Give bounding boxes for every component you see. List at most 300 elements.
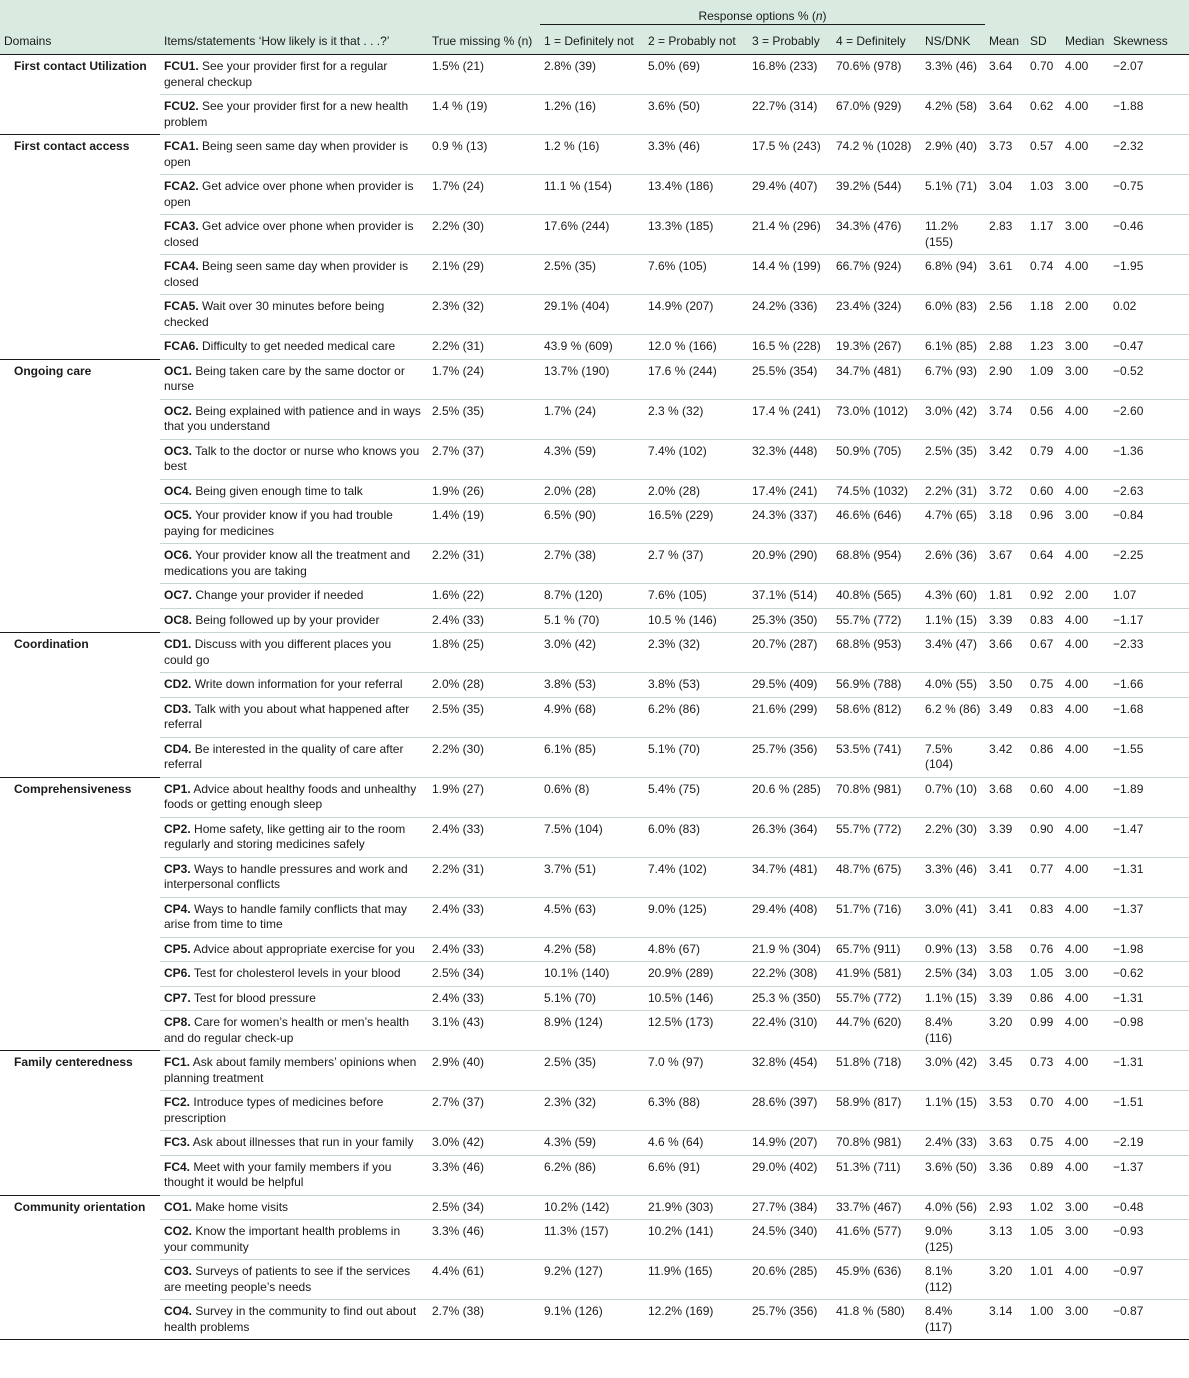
table-row xyxy=(0,175,1189,215)
cell-ns: 6.0% (83) xyxy=(921,295,985,335)
cell-sd: 0.73 xyxy=(1026,1051,1061,1091)
item-statement xyxy=(160,817,428,857)
item-statement xyxy=(160,737,428,777)
item-text: Test for cholesterol levels in your blood xyxy=(193,966,401,980)
item-code: FC4. xyxy=(164,1159,191,1174)
item-statement xyxy=(160,439,428,479)
item-code: FCU1. xyxy=(164,59,199,73)
item-code: CD2. xyxy=(164,677,192,691)
cell-mean: 3.64 xyxy=(985,95,1026,135)
cell-ns: 8.1% (112) xyxy=(921,1260,985,1300)
cell-skew: −1.68 xyxy=(1109,697,1189,737)
cell-o3: 22.2% (308) xyxy=(748,962,832,987)
cell-sd: 0.74 xyxy=(1026,255,1061,295)
cell-o4: 39.2% (544) xyxy=(832,175,921,215)
item-text: Difficulty to get needed medical care xyxy=(202,339,396,353)
item-code: CO2. xyxy=(164,1224,193,1238)
cell-skew: −0.87 xyxy=(1109,1300,1189,1340)
domain-label xyxy=(0,1260,160,1300)
cell-ns: 2.6% (36) xyxy=(921,544,985,584)
cell-sd: 0.64 xyxy=(1026,544,1061,584)
cell-o4: 41.6% (577) xyxy=(832,1220,921,1260)
cell-median: 4.00 xyxy=(1061,697,1109,737)
cell-o3: 32.8% (454) xyxy=(748,1051,832,1091)
domain-label xyxy=(0,175,160,215)
cell-o1: 5.1 % (70) xyxy=(540,608,644,633)
cell-median: 3.00 xyxy=(1061,962,1109,987)
cell-tm: 1.9% (27) xyxy=(428,777,540,817)
col-ns-dnk: NS/DNK xyxy=(921,25,985,55)
item-statement xyxy=(160,1195,428,1220)
table-row xyxy=(0,1011,1189,1051)
cell-o2: 5.4% (75) xyxy=(644,777,748,817)
domain-label xyxy=(0,479,160,504)
cell-sd: 0.75 xyxy=(1026,673,1061,698)
cell-ns: 3.0% (42) xyxy=(921,1051,985,1091)
item-text: Talk with you about what happened after referral xyxy=(164,701,410,731)
cell-o1: 17.6% (244) xyxy=(540,215,644,255)
cell-median: 2.00 xyxy=(1061,584,1109,609)
domain-label: Coordination xyxy=(0,633,160,673)
item-text: Ways to handle family conflicts that may arise from time to time xyxy=(164,901,408,931)
cell-tm: 4.4% (61) xyxy=(428,1260,540,1300)
item-statement xyxy=(160,608,428,633)
table-row xyxy=(0,439,1189,479)
cell-tm: 1.4% (19) xyxy=(428,504,540,544)
cell-o2: 3.6% (50) xyxy=(644,95,748,135)
cell-sd: 0.70 xyxy=(1026,1091,1061,1131)
table-row xyxy=(0,1091,1189,1131)
cell-median: 4.00 xyxy=(1061,439,1109,479)
cell-o4: 65.7% (911) xyxy=(832,937,921,962)
cell-o4: 70.8% (981) xyxy=(832,1131,921,1156)
item-code: CP3. xyxy=(164,861,191,876)
item-text: Being taken care by the same doctor or nurse xyxy=(164,363,405,393)
item-statement xyxy=(160,295,428,335)
table-row xyxy=(0,335,1189,360)
cell-o2: 14.9% (207) xyxy=(644,295,748,335)
cell-sd: 0.83 xyxy=(1026,697,1061,737)
cell-mean: 3.39 xyxy=(985,608,1026,633)
cell-ns: 3.0% (41) xyxy=(921,897,985,937)
cell-o1: 2.8% (39) xyxy=(544,59,597,73)
item-statement xyxy=(160,897,428,937)
cell-o2: 7.4% (102) xyxy=(644,857,748,897)
cell-o2: 5.0% (69) xyxy=(648,59,701,73)
cell-o2: 6.2% (86) xyxy=(644,697,748,737)
item-statement xyxy=(160,697,428,737)
cell-skew: −1.55 xyxy=(1109,737,1189,777)
cell-mean: 3.45 xyxy=(985,1051,1026,1091)
cell-o1: 10.2% (142) xyxy=(540,1195,644,1220)
cell-mean: 3.13 xyxy=(985,1220,1026,1260)
cell-tm: 2.5% (34) xyxy=(428,1195,540,1220)
cell-o3: 20.6% (285) xyxy=(748,1260,832,1300)
cell-tm: 3.0% (42) xyxy=(428,1131,540,1156)
cell-ns: 6.2 % (86) xyxy=(921,697,985,737)
cell-mean: 3.36 xyxy=(985,1155,1026,1195)
cell-o4: 51.3% (711) xyxy=(832,1155,921,1195)
item-statement xyxy=(160,1011,428,1051)
cell-tm: 2.2% (31) xyxy=(428,857,540,897)
item-text: See your provider first for a regular general checkup xyxy=(164,59,388,89)
cell-ns: 1.1% (15) xyxy=(921,986,985,1011)
domain-label xyxy=(0,897,160,937)
cell-sd: 0.99 xyxy=(1026,1011,1061,1051)
item-text: Change your provider if needed xyxy=(195,588,364,602)
cell-ns: 6.8% (94) xyxy=(921,255,985,295)
col-skewness: Skewness xyxy=(1109,25,1189,55)
cell-sd: 0.75 xyxy=(1026,1131,1061,1156)
cell-mean: 2.93 xyxy=(985,1195,1026,1220)
item-text: Being explained with patience and in ways that you understand xyxy=(164,403,421,433)
cell-tm: 2.4% (33) xyxy=(428,986,540,1011)
table-row xyxy=(0,857,1189,897)
item-text: Test for blood pressure xyxy=(193,990,316,1005)
cell-o2: 6.3% (88) xyxy=(644,1091,748,1131)
cell-o3: 17.4% (241) xyxy=(748,479,832,504)
cell-skew: −2.33 xyxy=(1109,633,1189,673)
cell-median: 4.00 xyxy=(1061,737,1109,777)
col-domains: Domains xyxy=(0,25,160,55)
item-code: CD4. xyxy=(164,741,192,756)
domain-label xyxy=(0,1220,160,1260)
cell-ns: 2.2% (30) xyxy=(921,817,985,857)
table-row xyxy=(0,479,1189,504)
item-text: Ways to handle pressures and work and interpersonal conflicts xyxy=(164,861,408,891)
item-code: CO1. xyxy=(164,1199,193,1214)
cell-mean: 3.50 xyxy=(985,673,1026,698)
cell-o1: 6.1% (85) xyxy=(540,737,644,777)
cell-tm: 2.7% (37) xyxy=(428,439,540,479)
cell-o1: 3.0% (42) xyxy=(540,633,644,673)
cell-median: 4.00 xyxy=(1065,59,1089,73)
item-statement xyxy=(160,255,428,295)
cell-ns: 6.7% (93) xyxy=(921,359,985,399)
cell-ns: 2.4% (33) xyxy=(921,1131,985,1156)
cell-o2: 12.0 % (166) xyxy=(644,335,748,360)
cell-mean: 3.20 xyxy=(985,1011,1026,1051)
cell-o4: 55.7% (772) xyxy=(832,817,921,857)
cell-skew: −0.52 xyxy=(1109,359,1189,399)
cell-o4: 68.8% (954) xyxy=(832,544,921,584)
item-text: Ask about family members’ opinions when planning treatment xyxy=(164,1055,417,1085)
cell-skew: −1.88 xyxy=(1109,95,1189,135)
cell-o1: 10.1% (140) xyxy=(540,962,644,987)
item-statement xyxy=(160,1091,428,1131)
cell-median: 4.00 xyxy=(1061,817,1109,857)
cell-o3: 25.7% (356) xyxy=(748,1300,832,1340)
cell-o4: 73.0% (1012) xyxy=(832,399,921,439)
item-statement xyxy=(160,633,428,673)
domain-label xyxy=(0,215,160,255)
item-code: FCA2. xyxy=(164,179,199,193)
item-code: CD1. xyxy=(164,637,192,651)
item-code: OC2. xyxy=(164,403,193,418)
item-statement xyxy=(160,175,428,215)
table-row xyxy=(0,255,1189,295)
cell-median: 3.00 xyxy=(1061,504,1109,544)
cell-tm: 0.9 % (13) xyxy=(428,135,540,175)
cell-skew: −2.19 xyxy=(1109,1131,1189,1156)
cell-ns: 4.0% (55) xyxy=(921,673,985,698)
cell-o1: 13.7% (190) xyxy=(540,359,644,399)
item-text: Advice about healthy foods and unhealthy foods or getting enough sleep xyxy=(164,781,417,811)
cell-o4: 34.3% (476) xyxy=(832,215,921,255)
table-row xyxy=(0,359,1189,399)
item-code: CP5. xyxy=(164,941,191,956)
cell-o2: 11.9% (165) xyxy=(644,1260,748,1300)
cell-o1: 2.0% (28) xyxy=(540,479,644,504)
cell-tm: 2.2% (30) xyxy=(428,737,540,777)
cell-mean: 3.42 xyxy=(985,737,1026,777)
item-statement xyxy=(160,479,428,504)
cell-tm: 2.4% (33) xyxy=(428,817,540,857)
cell-o4: 67.0% (929) xyxy=(832,95,921,135)
cell-skew: −1.31 xyxy=(1109,986,1189,1011)
table-row xyxy=(0,962,1189,987)
cell-o2: 17.6 % (244) xyxy=(644,359,748,399)
cell-sd: 0.56 xyxy=(1026,399,1061,439)
cell-mean: 3.68 xyxy=(985,777,1026,817)
cell-o3: 25.7% (356) xyxy=(748,737,832,777)
cell-o1: 9.2% (127) xyxy=(540,1260,644,1300)
cell-median: 4.00 xyxy=(1061,135,1109,175)
cell-tm: 2.4% (33) xyxy=(428,897,540,937)
item-statement xyxy=(160,1051,428,1091)
cell-o4: 74.5% (1032) xyxy=(832,479,921,504)
cell-mean: 1.81 xyxy=(985,584,1026,609)
cell-o4: 41.8 % (580) xyxy=(832,1300,921,1340)
cell-o3: 28.6% (397) xyxy=(748,1091,832,1131)
cell-o3: 25.3 % (350) xyxy=(748,986,832,1011)
col-option-4: 4 = Definitely xyxy=(832,25,921,55)
item-text: Introduce types of medicines before prescription xyxy=(164,1095,384,1125)
cell-mean: 3.58 xyxy=(985,937,1026,962)
domain-label xyxy=(0,584,160,609)
col-option-2: 2 = Probably not xyxy=(644,25,748,55)
cell-tm: 2.4% (33) xyxy=(428,937,540,962)
cell-skew: −1.98 xyxy=(1109,937,1189,962)
cell-skew: −2.60 xyxy=(1109,399,1189,439)
item-code: FCA6. xyxy=(164,339,199,353)
cell-o1: 8.7% (120) xyxy=(540,584,644,609)
col-sd: SD xyxy=(1026,25,1061,55)
cell-sd: 0.62 xyxy=(1026,95,1061,135)
item-text: Being seen same day when provider is closed xyxy=(164,259,409,289)
domain-label xyxy=(0,95,160,135)
cell-median: 4.00 xyxy=(1061,95,1109,135)
cell-o3: 24.5% (340) xyxy=(748,1220,832,1260)
cell-o2: 10.5 % (146) xyxy=(644,608,748,633)
cell-o2: 4.6 % (64) xyxy=(644,1131,748,1156)
table-row xyxy=(0,633,1189,673)
cell-o3: 25.3% (350) xyxy=(748,608,832,633)
cell-skew: −0.93 xyxy=(1109,1220,1189,1260)
table-row xyxy=(0,937,1189,962)
item-statement xyxy=(160,335,428,360)
cell-tm: 2.2% (31) xyxy=(428,544,540,584)
cell-o2: 5.1% (70) xyxy=(644,737,748,777)
item-text: Advice about appropriate exercise for you xyxy=(193,941,415,956)
item-statement xyxy=(160,1220,428,1260)
cell-ns: 7.5% (104) xyxy=(921,737,985,777)
cell-sd: 0.92 xyxy=(1026,584,1061,609)
cell-o4: 46.6% (646) xyxy=(832,504,921,544)
domain-label xyxy=(0,1155,160,1195)
cell-median: 3.00 xyxy=(1061,215,1109,255)
cell-o1: 4.5% (63) xyxy=(540,897,644,937)
table-body xyxy=(0,55,1189,1340)
cell-o1: 5.1% (70) xyxy=(540,986,644,1011)
cell-o4: 33.7% (467) xyxy=(832,1195,921,1220)
cell-o2: 12.2% (169) xyxy=(644,1300,748,1340)
cell-sd: 0.67 xyxy=(1026,633,1061,673)
item-code: CP4. xyxy=(164,901,191,916)
col-option-1: 1 = Definitely not xyxy=(540,25,644,55)
table-row xyxy=(0,1195,1189,1220)
domain-label xyxy=(0,937,160,962)
cell-o3: 20.7% (287) xyxy=(748,633,832,673)
col-option-3: 3 = Probably xyxy=(748,25,832,55)
cell-o4: 70.8% (981) xyxy=(832,777,921,817)
cell-mean: 2.90 xyxy=(985,359,1026,399)
cell-o4: 70.6% (978) xyxy=(836,59,902,73)
table-row xyxy=(0,1300,1189,1340)
item-statement xyxy=(160,504,428,544)
cell-skew: −1.31 xyxy=(1109,857,1189,897)
cell-ns: 4.7% (65) xyxy=(921,504,985,544)
cell-sd: 1.00 xyxy=(1026,1300,1061,1340)
cell-o3: 14.4 % (199) xyxy=(748,255,832,295)
cell-skew: −1.37 xyxy=(1109,1155,1189,1195)
cell-mean: 3.39 xyxy=(985,817,1026,857)
item-statement xyxy=(160,399,428,439)
table-row xyxy=(0,215,1189,255)
cell-o1: 0.6% (8) xyxy=(540,777,644,817)
cell-o2: 16.5% (229) xyxy=(644,504,748,544)
cell-tm: 1.8% (25) xyxy=(428,633,540,673)
cell-o1: 2.3% (32) xyxy=(540,1091,644,1131)
cell-skew: −0.62 xyxy=(1109,962,1189,987)
table-header xyxy=(0,0,1189,55)
cell-ns: 9.0% (125) xyxy=(921,1220,985,1260)
item-text: Your provider know all the treatment and medications you are taking xyxy=(164,548,411,578)
item-text: Know the important health problems in your community xyxy=(164,1224,401,1254)
cell-mean: 3.66 xyxy=(985,633,1026,673)
cell-skew: −1.51 xyxy=(1109,1091,1189,1131)
cell-o3: 20.9% (290) xyxy=(748,544,832,584)
item-code: OC1. xyxy=(164,363,193,378)
domain-label xyxy=(0,1300,160,1340)
cell-skew: −2.63 xyxy=(1109,479,1189,504)
cell-o4: 51.8% (718) xyxy=(832,1051,921,1091)
cell-median: 4.00 xyxy=(1061,857,1109,897)
cell-o4: 41.9% (581) xyxy=(832,962,921,987)
cell-median: 4.00 xyxy=(1061,1155,1109,1195)
cell-sd: 1.05 xyxy=(1026,1220,1061,1260)
cell-sd: 1.17 xyxy=(1026,215,1061,255)
cell-sd: 0.70 xyxy=(1030,59,1054,73)
cell-mean: 3.20 xyxy=(985,1260,1026,1300)
cell-o2: 2.3 % (32) xyxy=(644,399,748,439)
item-statement xyxy=(160,1300,428,1340)
cell-sd: 0.83 xyxy=(1026,897,1061,937)
cell-o3: 16.8% (233) xyxy=(752,59,818,73)
item-text: Talk to the doctor or nurse who knows you best xyxy=(164,443,420,473)
cell-tm: 2.0% (28) xyxy=(428,673,540,698)
item-text: Being followed up by your provider xyxy=(195,612,380,627)
cell-median: 3.00 xyxy=(1061,175,1109,215)
item-statement xyxy=(160,673,428,698)
domain-label xyxy=(0,962,160,987)
cell-tm: 1.4 % (19) xyxy=(428,95,540,135)
domain-label: Comprehensiveness xyxy=(0,777,160,817)
cell-o2: 7.6% (105) xyxy=(644,584,748,609)
cell-o3: 29.4% (407) xyxy=(748,175,832,215)
col-median: Median xyxy=(1061,25,1109,55)
cell-ns: 4.0% (56) xyxy=(921,1195,985,1220)
item-statement xyxy=(160,544,428,584)
item-code: OC7. xyxy=(164,588,193,602)
cell-o1: 1.2 % (16) xyxy=(540,135,644,175)
cell-sd: 0.90 xyxy=(1026,817,1061,857)
cell-o1: 11.3% (157) xyxy=(540,1220,644,1260)
cell-skew: −0.75 xyxy=(1109,175,1189,215)
cell-o4: 74.2 % (1028) xyxy=(832,135,921,175)
cell-o3: 21.4 % (296) xyxy=(748,215,832,255)
cell-mean: 3.61 xyxy=(985,255,1026,295)
cell-o1: 43.9 % (609) xyxy=(540,335,644,360)
item-text: Your provider know if you had trouble paying for medicines xyxy=(164,508,393,538)
cell-sd: 1.01 xyxy=(1026,1260,1061,1300)
cell-sd: 0.76 xyxy=(1026,937,1061,962)
cell-median: 3.00 xyxy=(1061,1195,1109,1220)
cell-o2: 20.9% (289) xyxy=(644,962,748,987)
table-row xyxy=(0,95,1189,135)
cell-median: 4.00 xyxy=(1061,1091,1109,1131)
cell-o3: 29.5% (409) xyxy=(748,673,832,698)
cell-ns: 11.2% (155) xyxy=(921,215,985,255)
cell-o3: 27.7% (384) xyxy=(748,1195,832,1220)
table-row xyxy=(0,737,1189,777)
table-row xyxy=(0,817,1189,857)
table-row xyxy=(0,544,1189,584)
cell-mean: 3.67 xyxy=(985,544,1026,584)
item-code: FC2. xyxy=(164,1095,191,1109)
cell-median: 4.00 xyxy=(1061,1011,1109,1051)
col-items: Items/statements ‘How likely is it that . . .?’ xyxy=(160,25,428,55)
cell-median: 4.00 xyxy=(1061,1131,1109,1156)
cell-ns: 0.7% (10) xyxy=(921,777,985,817)
cell-ns: 2.5% (35) xyxy=(921,439,985,479)
cell-o4: 66.7% (924) xyxy=(832,255,921,295)
item-code: CP6. xyxy=(164,966,191,980)
cell-o3: 24.2% (336) xyxy=(748,295,832,335)
table-row xyxy=(0,897,1189,937)
cell-mean: 3.41 xyxy=(985,857,1026,897)
domain-label: Family centeredness xyxy=(0,1051,160,1091)
item-statement xyxy=(160,857,428,897)
domain-label: Community orientation xyxy=(0,1195,160,1220)
cell-ns: 2.5% (34) xyxy=(921,962,985,987)
table-row xyxy=(0,697,1189,737)
cell-mean: 3.42 xyxy=(985,439,1026,479)
cell-o3: 29.0% (402) xyxy=(748,1155,832,1195)
item-statement xyxy=(160,777,428,817)
table-row xyxy=(0,504,1189,544)
cell-o1: 4.9% (68) xyxy=(540,697,644,737)
